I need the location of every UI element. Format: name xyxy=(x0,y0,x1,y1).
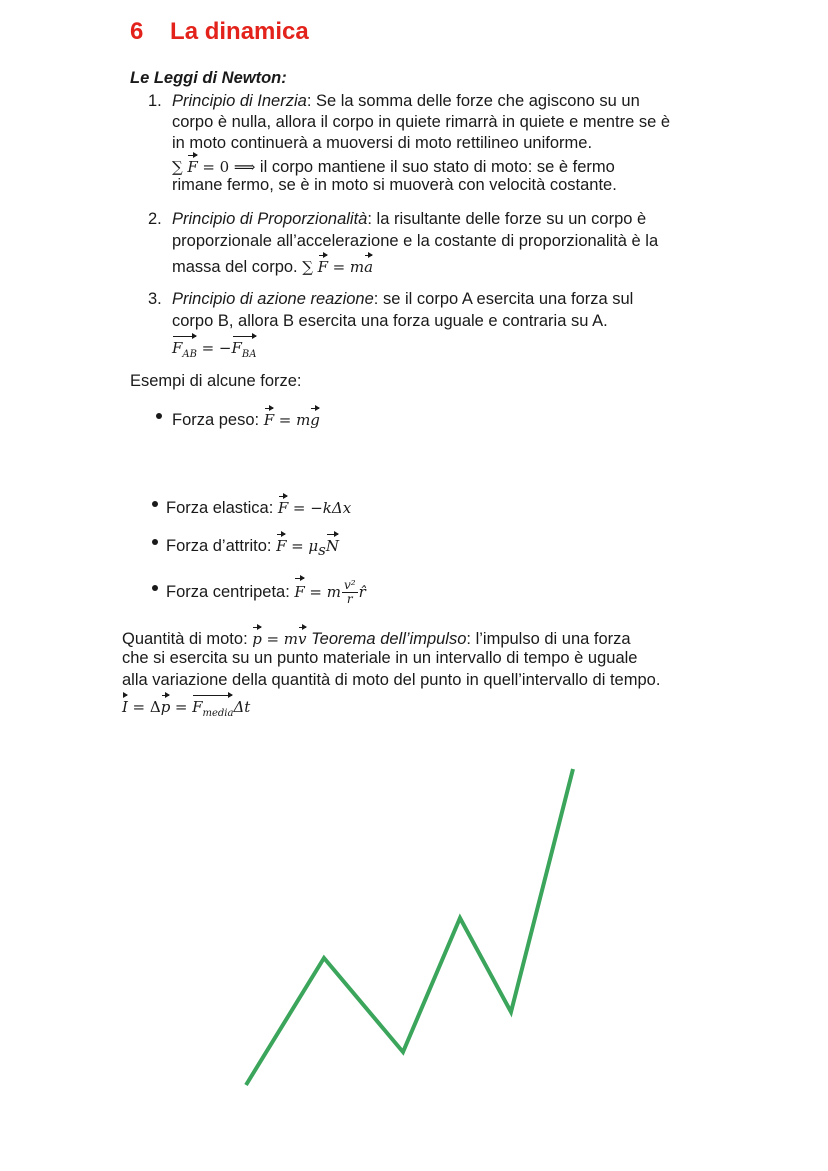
momentum-line3: alla variazione della quantità di moto del punto in quell’intervallo di tempo. xyxy=(122,671,661,689)
law1-line5: rimane fermo, se è in moto si muoverà con velocità costante. xyxy=(172,176,617,194)
attrito-force-vector: F xyxy=(276,532,286,557)
attrito-label: Forza d’attrito: xyxy=(166,537,272,555)
law2-force-vector: F xyxy=(318,253,328,278)
zigzag-line xyxy=(246,769,573,1085)
law2-line3-text: massa del corpo. xyxy=(172,258,298,276)
momentum-line2: che si esercita su un punto materiale in un intervallo di tempo è uguale xyxy=(122,649,638,667)
impulse-p-vector: p xyxy=(161,693,171,718)
law2-line2: proporzionale all’accelerazione e la costante di proporzionalità è la xyxy=(172,232,659,250)
centripeta-label: Forza centripeta: xyxy=(166,583,290,601)
law3-line1-rest: : se il corpo A esercita una forza sul xyxy=(373,290,634,308)
law2-equals-m: = m xyxy=(332,258,365,276)
impulse-eq-delta: = Δ xyxy=(132,698,161,716)
law2-num: 2. xyxy=(148,210,162,228)
attrito-rhs: = μ xyxy=(291,537,319,555)
momentum-p-vector: p xyxy=(252,625,262,650)
law3-sub-ab: AB xyxy=(182,349,197,360)
centripeta-rhs: = m xyxy=(309,583,341,601)
law2-name: Principio di Proporzionalità xyxy=(172,210,368,228)
law1-force-vector: F xyxy=(187,153,197,178)
momentum-eq: = m xyxy=(266,630,299,648)
examples-heading: Esempi di alcune forze: xyxy=(130,372,302,390)
law1-line1-rest: : Se la somma delle forze che agiscono su un xyxy=(306,92,640,110)
law1-name: Principio di Inerzia xyxy=(172,92,307,110)
momentum-v-vector: v xyxy=(298,625,306,650)
law2-sum-symbol: ∑ xyxy=(302,258,313,276)
law1-line3: in moto continuerà a muoversi di moto rettilineo uniforme. xyxy=(172,134,593,152)
law3-name: Principio di azione reazione xyxy=(172,290,374,308)
attrito-mu-sub: s xyxy=(318,541,326,559)
elastica-force-vector: F xyxy=(278,494,288,519)
law1-implies: ⟹ xyxy=(233,158,256,176)
law3-line2: corpo B, allora B esercita una forza uguale e contraria su A. xyxy=(172,312,608,330)
law1-line4-rest: il corpo mantiene il suo stato di moto: se è fermo xyxy=(259,158,615,176)
law3-f-ab-letter: F xyxy=(172,339,183,357)
impulse-vector: I xyxy=(122,693,128,718)
impulse-eq: = xyxy=(174,698,188,716)
law3-equals-minus: = − xyxy=(201,339,232,357)
impulse-dt: Δt xyxy=(233,698,251,716)
law1-equals-zero: = 0 xyxy=(202,158,230,176)
newton-heading: Le Leggi di Newton: xyxy=(130,69,287,87)
law1-num: 1. xyxy=(148,92,162,110)
law2-line1-rest: : la risultante delle forze su un corpo è xyxy=(367,210,647,228)
peso-label: Forza peso: xyxy=(172,411,260,429)
centripeta-force-vector: F xyxy=(294,576,304,605)
momentum-label: Quantità di moto: xyxy=(122,630,248,648)
momentum-theorem: Teorema dell’impulso xyxy=(311,630,467,648)
law1-line2: corpo è nulla, allora il corpo in quiete rimarrà in quiete e mentre se è xyxy=(172,113,671,131)
momentum-line1-rest: : l’impulso di una forza xyxy=(466,630,631,648)
section-title-text: La dinamica xyxy=(170,18,309,45)
impulse-media-sub: media xyxy=(202,708,234,719)
law3-sub-ba: BA xyxy=(241,349,257,360)
centripeta-numerator: v² xyxy=(343,578,356,593)
law2-accel-vector: a xyxy=(364,253,373,278)
law3-num: 3. xyxy=(148,290,162,308)
peso-rhs: = m xyxy=(278,411,311,429)
centripeta-rhat: r̂ xyxy=(358,583,366,601)
attrito-normal-vector: N xyxy=(326,532,339,557)
peso-force-vector: F xyxy=(264,406,274,431)
section-number: 6 xyxy=(130,18,144,45)
law1-sum-symbol: ∑ xyxy=(172,158,183,176)
elastica-label: Forza elastica: xyxy=(166,499,274,517)
elastica-rhs: = −kΔx xyxy=(292,499,352,517)
law3-f-ba-letter: F xyxy=(231,339,242,357)
peso-g-vector: g xyxy=(310,406,320,431)
impulse-f-letter: F xyxy=(192,698,203,716)
centripeta-denominator: r xyxy=(346,592,353,607)
